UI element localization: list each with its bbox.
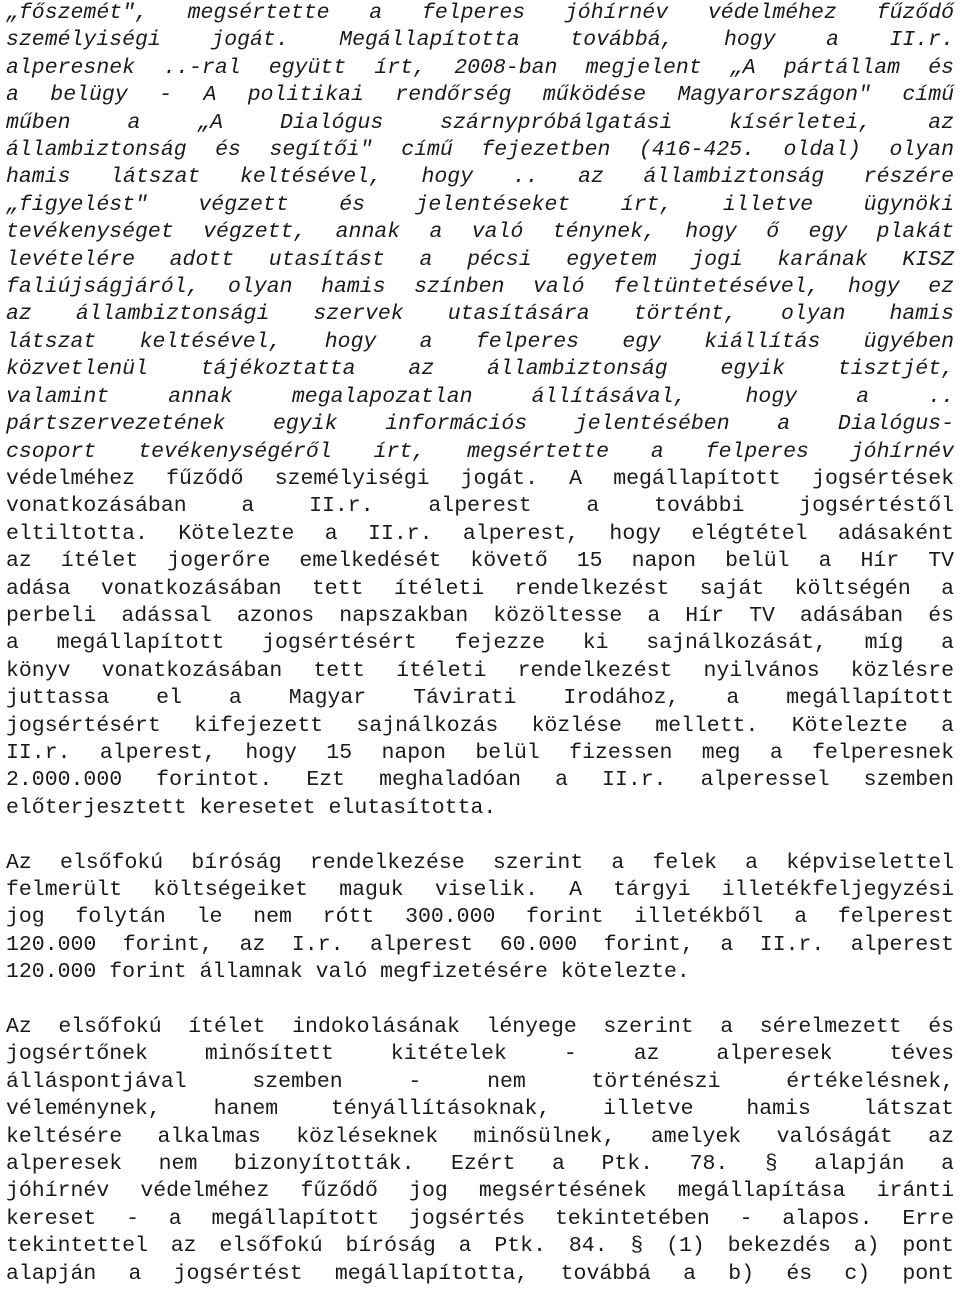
text-line: „figyelést" végzett és jelentéseket írt, illetve ügynöki bbox=[6, 192, 954, 217]
text-line: jóhírnév védelméhez fűződő jog megsértésének megállapítása iránti bbox=[6, 1179, 954, 1204]
text-line: keltésére alkalmas közléseknek minősülnek, amelyek valóságát az bbox=[6, 1124, 954, 1149]
text-line: a megállapított jogsértésért fejezze ki sajnálkozását, míg a bbox=[6, 631, 954, 656]
text-line: csoport tevékenységéről írt, megsértette a felperes jóhírnév bbox=[6, 439, 954, 464]
text-line: faliújságjáról, olyan hamis színben való feltüntetésével, hogy ez bbox=[6, 275, 954, 300]
text-line: „főszemét", megsértette a felperes jóhírnév védelméhez fűződő bbox=[6, 1, 954, 25]
text-line: az állambiztonsági szervek utasítására történt, olyan hamis bbox=[6, 302, 954, 327]
text-line: eltiltotta. Kötelezte a II.r. alperest, hogy elégtétel adásaként bbox=[6, 521, 954, 546]
text-line: jog folytán le nem rótt 300.000 forint illetékből a felperest bbox=[6, 905, 954, 930]
text-line: személyiségi jogát. Megállapította továbbá, hogy a II.r. bbox=[6, 28, 954, 53]
text-line: juttassa el a Magyar Távirati Irodához, a megállapított bbox=[6, 686, 954, 711]
document-page bbox=[6, 0, 954, 1288]
text-line: jogsértőnek minősített kitételek - az alperesek téves bbox=[6, 1042, 954, 1067]
text-line: Az elsőfokú bíróság rendelkezése szerint a felek a képviselettel bbox=[6, 850, 954, 875]
text-line: látszat keltésével, hogy a felperes egy kiállítás ügyében bbox=[6, 329, 954, 354]
text-line: 120.000 forint, az I.r. alperest 60.000 forint, a II.r. alperest bbox=[6, 932, 954, 957]
paragraph-costs bbox=[6, 850, 954, 987]
text-line: 120.000 forint államnak való megfizetésére kötelezte. bbox=[6, 960, 690, 985]
text-line: az ítélet jogerőre emelkedését követő 15 napon belül a Hír TV bbox=[6, 549, 954, 574]
text-line: műben a „A Dialógus szárnypróbálgatási kísérletei, az bbox=[6, 110, 954, 135]
text-line: könyv vonatkozásában tett ítéleti rendelkezést nyilvános közlésre bbox=[6, 658, 954, 683]
text-line: valamint annak megalapozatlan állításával, hogy a .. bbox=[6, 384, 954, 409]
text-line: véleménynek, hanem tényállításoknak, illetve hamis látszat bbox=[6, 1097, 954, 1122]
paragraph-ruling bbox=[6, 0, 954, 822]
paragraph-gap bbox=[6, 987, 954, 1014]
text-line: felmerült költségeiket maguk viselik. A tárgyi illetékfeljegyzési bbox=[6, 877, 954, 902]
text-line: kereset - a megállapított jogsértés tekintetében - alapos. Erre bbox=[6, 1206, 954, 1231]
text-line: közvetlenül tájékoztatta az állambiztonság egyik tisztjét, bbox=[6, 357, 954, 382]
text-line: II.r. alperest, hogy 15 napon belül fizessen meg a felperesnek bbox=[6, 740, 954, 765]
text-line: alapján a jogsértést megállapította, továbbá a b) és c) pont bbox=[6, 1261, 954, 1286]
text-line: állambiztonság és segítői" című fejezetben (416-425. oldal) olyan bbox=[6, 138, 954, 163]
text-line: tevékenységet végzett, annak a való ténynek, hogy ő egy plakát bbox=[6, 220, 954, 245]
text-line: alperesek nem bizonyították. Ezért a Ptk. 78. § alapján a bbox=[6, 1152, 954, 1177]
text-line: vonatkozásában a II.r. alperest a további jogsértéstől bbox=[6, 494, 954, 519]
text-line: 2.000.000 forintot. Ezt meghaladóan a II.r. alperessel szemben bbox=[6, 768, 954, 793]
paragraph-reasoning bbox=[6, 1014, 954, 1288]
text-line: adása vonatkozásában tett ítéleti rendelkezést saját költségén a bbox=[6, 576, 954, 601]
text-line: védelméhez fűződő személyiségi jogát. A megállapított jogsértések bbox=[6, 466, 954, 491]
paragraph-gap bbox=[6, 822, 954, 849]
text-line: álláspontjával szemben - nem történészi értékelésnek, bbox=[6, 1069, 954, 1094]
text-line: tekintettel az elsőfokú bíróság a Ptk. 84. § (1) bekezdés a) pont bbox=[6, 1234, 954, 1259]
text-line: jogsértésért kifejezett sajnálkozás közlése mellett. Kötelezte a bbox=[6, 713, 954, 738]
text-line: pártszervezetének egyik információs jelentésében a Dialógus- bbox=[6, 412, 954, 437]
text-line: hamis látszat keltésével, hogy .. az állambiztonság részére bbox=[6, 165, 954, 190]
text-line: perbeli adással azonos napszakban közöltesse a Hír TV adásában és bbox=[6, 603, 954, 628]
text-line: előterjesztett keresetet elutasította. bbox=[6, 795, 497, 820]
text-line: levételére adott utasítást a pécsi egyetem jogi karának KISZ bbox=[6, 247, 954, 272]
text-line: alperesnek ..-ral együtt írt, 2008-ban megjelent „A pártállam és bbox=[6, 55, 954, 80]
text-line: a belügy - A politikai rendőrség működése Magyarországon" című bbox=[6, 83, 954, 108]
text-line: Az elsőfokú ítélet indokolásának lényege szerint a sérelmezett és bbox=[6, 1015, 954, 1039]
